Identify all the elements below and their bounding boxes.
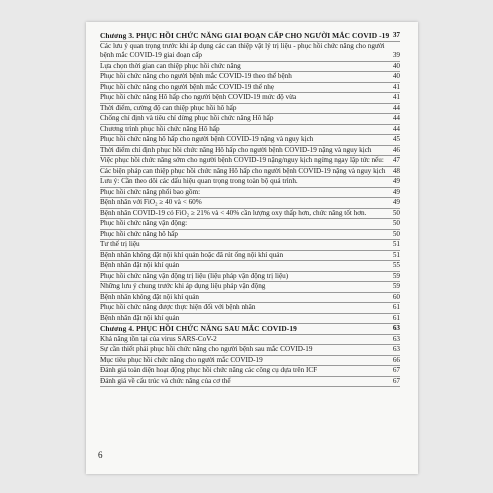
toc-entry-title: Phục hồi chức năng vận động: (100, 219, 188, 227)
toc-entry-title: Chống chỉ định và tiêu chí dừng phục hồi chức năng Hô hấp (100, 114, 274, 122)
toc-entry-page: 40 (392, 72, 400, 80)
page-number: 6 (98, 450, 103, 460)
toc-entry-page: 50 (392, 229, 400, 238)
toc-entry (100, 188, 400, 199)
toc-entry (100, 167, 400, 178)
toc-chapter-heading (100, 31, 400, 42)
toc-entry-title: Phục hồi chức năng phối bao gồm: (100, 187, 201, 196)
toc-entry-page: 41 (392, 82, 400, 91)
toc-entry-title: Việc phục hồi chức năng sớm cho người bệnh COVID-19 nặng/nguy kịch ngừng ngay lập tức nếu: (100, 156, 384, 164)
book-page (86, 22, 418, 474)
toc-entry (100, 42, 400, 62)
toc-entry (100, 314, 400, 325)
toc-entry-page: 49 (392, 198, 400, 206)
toc-entry-title: Lưu ý: Cần theo dõi các dấu hiệu quan trọng trong toàn bộ quá trình. (100, 177, 298, 185)
toc-entry-title: Phục hồi chức năng hô hấp cho người bệnh COVID-19 nặng và nguy kịch (100, 135, 314, 143)
toc-chapter-heading (100, 324, 400, 335)
toc-entry-title: Đánh giá toàn diện hoạt động phục hồi chức năng các công cụ dựa trên ICF (100, 366, 318, 374)
toc-entry-title: Lựa chọn thời gian can thiệp phục hồi chức năng (100, 61, 241, 70)
toc-entry-title: Phục hồi chức năng được thực hiện đối với bệnh nhân (100, 303, 256, 311)
toc-entry-page: 61 (392, 303, 400, 311)
toc-entry (100, 93, 400, 104)
toc-entry-page: 40 (392, 61, 400, 70)
toc-entry (100, 125, 400, 136)
toc-entry-title: Sự cần thiết phải phục hồi chức năng cho người bệnh sau mắc COVID-19 (100, 345, 313, 353)
toc-entry (100, 356, 400, 367)
toc-entry-title: Phục hồi chức năng hô hấp (100, 229, 178, 238)
toc-entry (100, 146, 400, 157)
toc-entry-page: 55 (392, 261, 400, 269)
table-of-contents (100, 31, 400, 387)
toc-entry (100, 377, 400, 388)
toc-entry-title: Những lưu ý chung trước khi áp dụng liệu pháp vận động (100, 282, 266, 290)
toc-entry-title: Các biện pháp can thiệp phục hồi chức năng Hô hấp cho người bệnh COVID-19 nặng và nguy kịch (100, 166, 386, 175)
toc-entry-title: Bệnh nhân không đặt nội khí quản (100, 292, 200, 301)
toc-entry-page: 51 (392, 240, 400, 248)
toc-entry (100, 156, 400, 167)
toc-entry-page: 39 (392, 51, 400, 59)
toc-entry-page: 44 (392, 124, 400, 133)
toc-entry-title: Chương 3. PHỤC HỒI CHỨC NĂNG GIAI ĐOẠN CẤP CHO NGƯỜI MẮC COVID -19 (100, 31, 390, 40)
toc-entry-title: Mục tiêu phục hồi chức năng cho người mắc COVID-19 (100, 355, 263, 364)
toc-entry-title: Chương trình phục hồi chức năng Hô hấp (100, 124, 220, 133)
toc-entry-title: Bệnh nhân không đặt nội khí quản hoặc đã rút ống nội khí quản (100, 250, 284, 259)
toc-entry-page: 59 (392, 282, 400, 290)
toc-entry-page: 63 (392, 324, 400, 332)
toc-entry-page: 63 (392, 345, 400, 353)
toc-entry-title: Đánh giá về cấu trúc và chức năng của cơ thể (100, 376, 231, 385)
toc-entry (100, 114, 400, 125)
toc-entry-title: Tư thế trị liệu (100, 240, 140, 248)
toc-entry (100, 366, 400, 377)
toc-entry (100, 83, 400, 94)
toc-entry-page: 45 (392, 135, 400, 143)
toc-entry-page: 49 (392, 177, 400, 185)
toc-entry-page: 66 (392, 355, 400, 364)
toc-entry-title: Bệnh nhân với FiO₂ ≥ 40 và < 60% (100, 198, 202, 206)
toc-entry-page: 50 (392, 208, 400, 217)
toc-entry-page: 48 (392, 166, 400, 175)
toc-entry (100, 303, 400, 314)
toc-entry-page: 51 (392, 250, 400, 259)
toc-entry-page: 49 (392, 187, 400, 196)
toc-entry (100, 335, 400, 346)
toc-entry-title: Các lưu ý quan trọng trước khi áp dụng các can thiệp vật lý trị liệu - phục hồi chức năng cho người bệnh mắc COVID-19 giai đoạn cấp (100, 41, 385, 59)
toc-entry-title: Chương 4. PHỤC HỒI CHỨC NĂNG SAU MẮC COVID-19 (100, 324, 297, 333)
toc-entry-title: Bệnh nhân COVID-19 có FiO₂ ≥ 21% và < 40% cần lượng oxy thấp hơn, chức năng tốt hơn. (100, 208, 367, 217)
toc-entry-title: Thời điểm chỉ định phục hồi chức năng Hô hấp cho người bệnh COVID-19 nặng và nguy kịch (100, 145, 372, 154)
toc-entry-title: Thời điểm, cường độ can thiệp phục hồi hô hấp (100, 103, 237, 112)
toc-entry (100, 240, 400, 251)
toc-entry-page: 61 (392, 313, 400, 322)
toc-entry-title: Phục hồi chức năng cho người bệnh mắc COVID-19 theo thể bệnh (100, 72, 292, 80)
toc-entry (100, 282, 400, 293)
toc-entry (100, 62, 400, 73)
toc-entry-page: 67 (392, 366, 400, 374)
toc-entry (100, 104, 400, 115)
toc-entry-page: 47 (392, 156, 400, 164)
toc-entry-page: 63 (392, 334, 400, 343)
toc-entry-page: 60 (392, 292, 400, 301)
toc-entry-page: 50 (392, 219, 400, 227)
toc-entry-page: 46 (392, 145, 400, 154)
toc-entry-page: 37 (392, 31, 400, 39)
toc-entry (100, 251, 400, 262)
toc-entry (100, 261, 400, 272)
toc-entry-page: 41 (392, 93, 400, 101)
toc-entry (100, 345, 400, 356)
toc-entry (100, 135, 400, 146)
toc-entry-title: Bệnh nhân đặt nội khí quản (100, 261, 180, 269)
toc-entry-page: 67 (392, 376, 400, 385)
toc-entry (100, 272, 400, 283)
toc-entry-page: 59 (392, 271, 400, 280)
toc-entry-page: 44 (392, 103, 400, 112)
toc-entry (100, 198, 400, 209)
toc-entry (100, 177, 400, 188)
toc-entry-title: Phục hồi chức năng cho người bệnh mắc COVID-19 thể nhẹ (100, 82, 275, 91)
toc-entry-title: Bệnh nhân đặt nội khí quản (100, 313, 180, 322)
toc-entry-title: Phục hồi chức năng vận động trị liệu (liệu pháp vận động trị liệu) (100, 271, 289, 280)
toc-entry (100, 209, 400, 220)
toc-entry-page: 44 (392, 114, 400, 122)
toc-entry-title: Phục hồi chức năng Hô hấp cho người bệnh COVID-19 mức độ vừa (100, 93, 297, 101)
toc-entry (100, 293, 400, 304)
toc-entry (100, 219, 400, 230)
toc-entry (100, 230, 400, 241)
toc-entry-title: Khả năng tồn tại của virus SARS-CoV-2 (100, 334, 217, 343)
toc-entry (100, 72, 400, 83)
